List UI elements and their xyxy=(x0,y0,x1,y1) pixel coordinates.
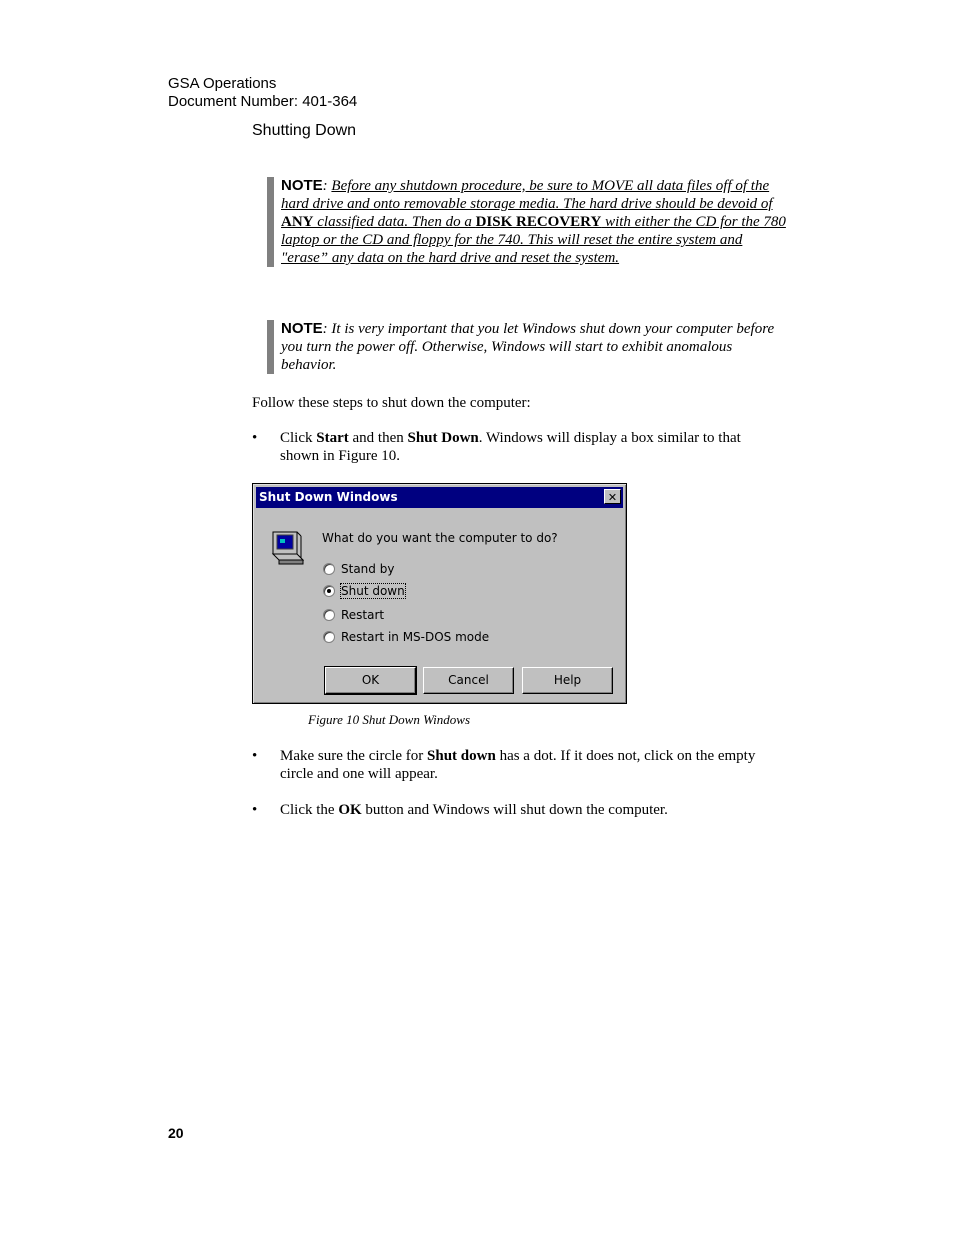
option-stand-by[interactable]: Stand by xyxy=(323,560,394,578)
dialog-titlebar xyxy=(256,487,623,508)
note-text: Before any shutdown procedure, be sure to MOVE all data files off of the hard drive and onto removable storage media. The hard drive should be devoid of ANY classified data. Then do a DISK RECOVERY with either the CD for the 780 laptop or the CD and floppy for the 740. This will reset the entire system and "erase” any data on the hard drive and reset the system. xyxy=(281,178,786,266)
header-doc-number: Document Number: 401-364 xyxy=(168,93,358,110)
bullet-click-start: • Click Start and then Shut Down. Windows will display a box similar to that shown in Figure 10. xyxy=(252,430,741,464)
bullet-click-ok: • Click the OK button and Windows will shut down the computer. xyxy=(252,802,668,818)
radio-stand-by[interactable] xyxy=(323,563,335,575)
note-text: It is very important that you let Windows shut down your computer before you turn the power off. Otherwise, Windows will start to exhibit anomalous behavior. xyxy=(281,321,775,373)
figure-caption: Figure 10 Shut Down Windows xyxy=(308,712,471,727)
radio-shut-down[interactable] xyxy=(323,585,335,597)
bullet-dot: • xyxy=(252,430,258,446)
note-move-data: NOTE: Before any shutdown procedure, be sure to MOVE all data files off of the hard drive and onto removable storage media. The hard drive should be devoid of ANY classified data. Then do a DISK RECOVERY with either the CD for the 780 laptop or the CD and floppy for the 740. This will reset the entire system and "erase” any data on the hard drive and reset the system. xyxy=(267,177,786,267)
option-restart-ms-dos[interactable]: Restart in MS-DOS mode xyxy=(323,628,489,646)
cancel-button[interactable]: Cancel xyxy=(423,667,514,694)
radio-restart[interactable] xyxy=(323,609,335,621)
shutdown-dialog xyxy=(252,483,627,704)
dialog-question: What do you want the computer to do? xyxy=(322,531,558,545)
note-label: NOTE xyxy=(281,320,323,337)
radio-restart-ms-dos[interactable] xyxy=(323,631,335,643)
computer-icon xyxy=(270,530,304,566)
ok-button[interactable]: OK xyxy=(325,667,416,694)
note-shutdown-warning: NOTE: It is very important that you let Windows shut down your computer before you turn the power off. Otherwise, Windows will start to exhibit anomalous behavior. xyxy=(267,320,786,374)
page-number: 20 xyxy=(168,1125,184,1141)
bullet-check-shut-down: • Make sure the circle for Shut down has a dot. If it does not, click on the empty circle and one will appear. xyxy=(252,748,756,782)
intro-text: Follow these steps to shut down the computer: xyxy=(252,395,531,411)
note-label: NOTE xyxy=(281,177,323,194)
section-title: Shutting Down xyxy=(252,122,357,139)
option-shut-down[interactable]: Shut down xyxy=(323,582,405,600)
header-org: GSA Operations xyxy=(168,75,277,92)
dialog-title: Shut Down Windows xyxy=(259,490,398,504)
bullet-dot: • xyxy=(252,802,258,818)
bullet-dot: • xyxy=(252,748,258,764)
help-button[interactable]: Help xyxy=(522,667,613,694)
option-restart[interactable]: Restart xyxy=(323,606,384,624)
close-button[interactable]: ✕ xyxy=(604,489,621,504)
